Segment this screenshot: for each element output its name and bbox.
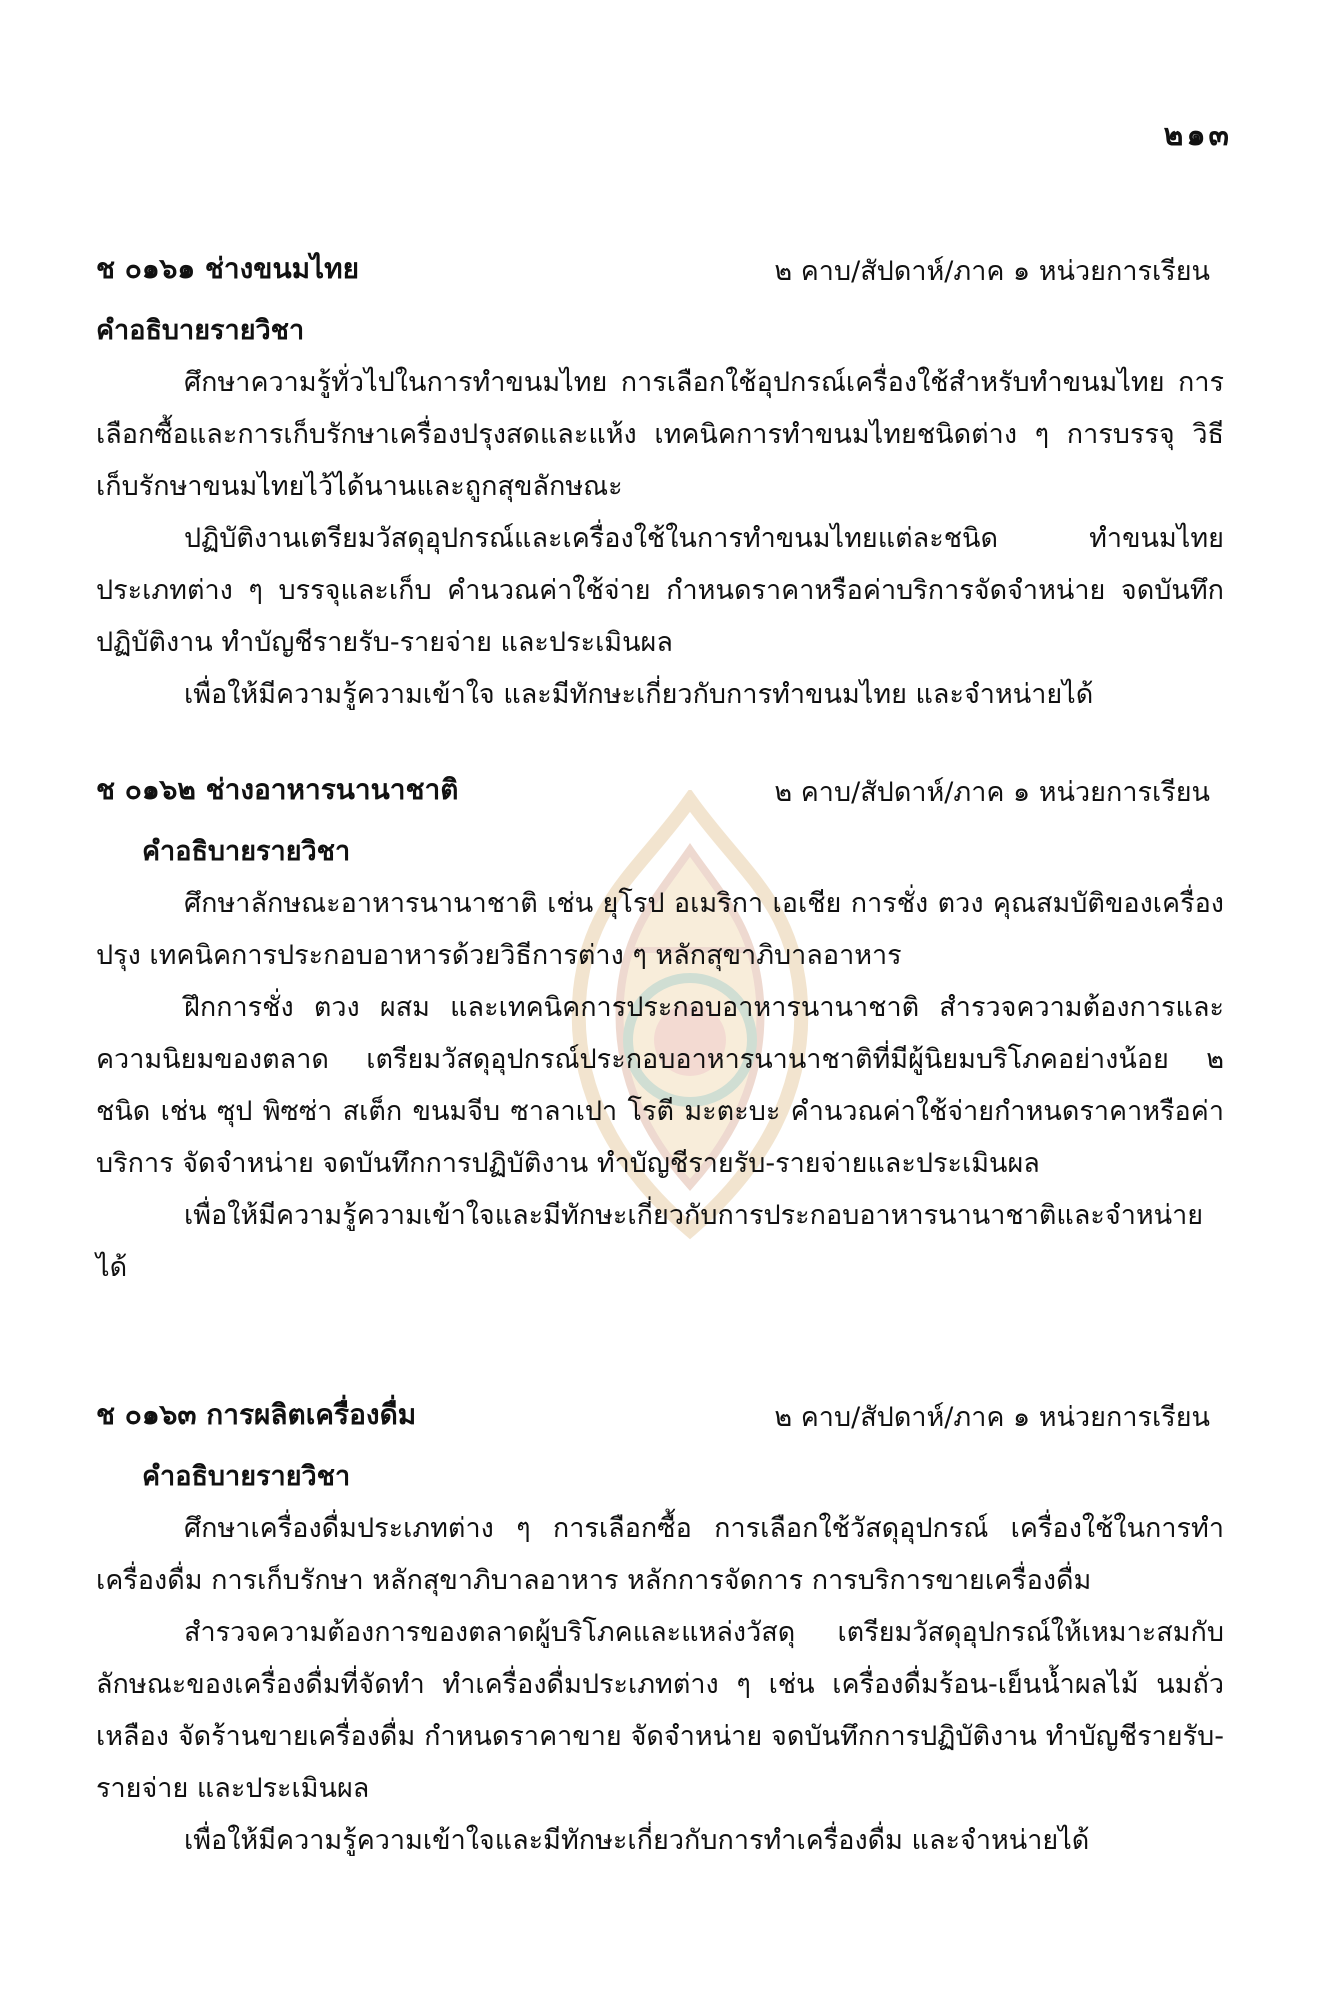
description-paragraph: เพื่อให้มีความรู้ความเข้าใจและมีทักษะเกี่ยวกับการประกอบอาหารนานาชาติและจำหน่ายได้ <box>96 1200 1204 1283</box>
description-paragraph: ศึกษาลักษณะอาหารนานาชาติ เช่น ยุโรป อเมริกา เอเชีย การชั่ง ตวง คุณสมบัติของเครื่องปรุง เทคนิคการประกอบอาหารด้วยวิธีการต่าง ๆ หลักสุขาภิบาลอาหาร <box>96 888 1224 971</box>
course-section <box>96 1393 1224 1867</box>
description-heading: คำอธิบายรายวิชา <box>96 315 305 346</box>
description-paragraph: เพื่อให้มีความรู้ความเข้าใจ และมีทักษะเกี่ยวกับการทำขนมไทย และจำหน่ายได้ <box>184 679 1094 710</box>
description-heading: คำอธิบายรายวิชา <box>142 1461 351 1492</box>
course-code-title: ช ๐๑๖๒ ช่างอาหารนานาชาติ <box>96 773 459 806</box>
course-hours: ๒ คาบ/สัปดาห์/ภาค ๑ หน่วยการเรียน <box>774 1402 1210 1433</box>
course-hours: ๒ คาบ/สัปดาห์/ภาค ๑ หน่วยการเรียน <box>774 256 1210 287</box>
description-paragraph: ศึกษาเครื่องดื่มประเภทต่าง ๆ การเลือกซื้อ การเลือกใช้วัสดุอุปกรณ์ เครื่องใช้ในการทำเครื่องดื่ม การเก็บรักษา หลักสุขาภิบาลอาหาร หลักการจัดการ การบริการขายเครื่องดื่ม <box>96 1513 1224 1596</box>
description-heading: คำอธิบายรายวิชา <box>142 836 351 867</box>
course-header <box>96 768 1224 818</box>
description-paragraph: เพื่อให้มีความรู้ความเข้าใจและมีทักษะเกี่ยวกับการทำเครื่องดื่ม และจำหน่ายได้ <box>184 1825 1090 1856</box>
page-number: ๒๑๓ <box>1163 118 1232 153</box>
course-section <box>96 768 1224 1294</box>
course-hours: ๒ คาบ/สัปดาห์/ภาค ๑ หน่วยการเรียน <box>774 777 1210 808</box>
course-header <box>96 1393 1224 1443</box>
course-header <box>96 247 1224 297</box>
description-paragraph: ศึกษาความรู้ทั่วไปในการทำขนมไทย การเลือกใช้อุปกรณ์เครื่องใช้สำหรับทำขนมไทย การเลือกซื้อและการเก็บรักษาเครื่องปรุงสดและแห้ง เทคนิคการทำขนมไทยชนิดต่าง ๆ การบรรจุ วิธีเก็บรักษาขนมไทยไว้ได้นานและถูกสุขลักษณะ <box>96 367 1224 502</box>
course-section <box>96 247 1224 721</box>
description-paragraph: ฝึกการชั่ง ตวง ผสม และเทคนิคการประกอบอาหารนานาชาติ สำรวจความต้องการและความนิยมของตลาด เตรียมวัสดุอุปกรณ์ประกอบอาหารนานาชาติที่มีผู้นิยมบริโภคอย่างน้อย ๒ ชนิด เช่น ซุป พิซซ่า สเต็ก ขนมจีบ ซาลาเปา โรตี มะตะบะ คำนวณค่าใช้จ่ายกำหนดราคาหรือค่าบริการ จัดจำหน่าย จดบันทึกการปฏิบัติงาน ทำบัญชีรายรับ-รายจ่ายและประเมินผล <box>96 992 1224 1179</box>
course-code-title: ช ๐๑๖๑ ช่างขนมไทย <box>96 252 359 285</box>
course-code-title: ช ๐๑๖๓ การผลิตเครื่องดื่ม <box>96 1398 417 1431</box>
description-paragraph: ปฏิบัติงานเตรียมวัสดุอุปกรณ์และเครื่องใช้ในการทำขนมไทยแต่ละชนิด ทำขนมไทยประเภทต่าง ๆ บรรจุและเก็บ คำนวณค่าใช้จ่าย กำหนดราคาหรือค่าบริการจัดจำหน่าย จดบันทึกปฏิบัติงาน ทำบัญชีรายรับ-รายจ่าย และประเมินผล <box>96 523 1224 658</box>
description-paragraph: สำรวจความต้องการของตลาดผู้บริโภคและแหล่งวัสดุ เตรียมวัสดุอุปกรณ์ให้เหมาะสมกับลักษณะของเครื่องดื่มที่จัดทำ ทำเครื่องดื่มประเภทต่าง ๆ เช่น เครื่องดื่มร้อน-เย็นน้ำผลไม้ นมถั่วเหลือง จัดร้านขายเครื่องดื่ม กำหนดราคาขาย จัดจำหน่าย จดบันทึกการปฏิบัติงาน ทำบัญชีรายรับ-รายจ่าย และประเมินผล <box>96 1617 1224 1804</box>
